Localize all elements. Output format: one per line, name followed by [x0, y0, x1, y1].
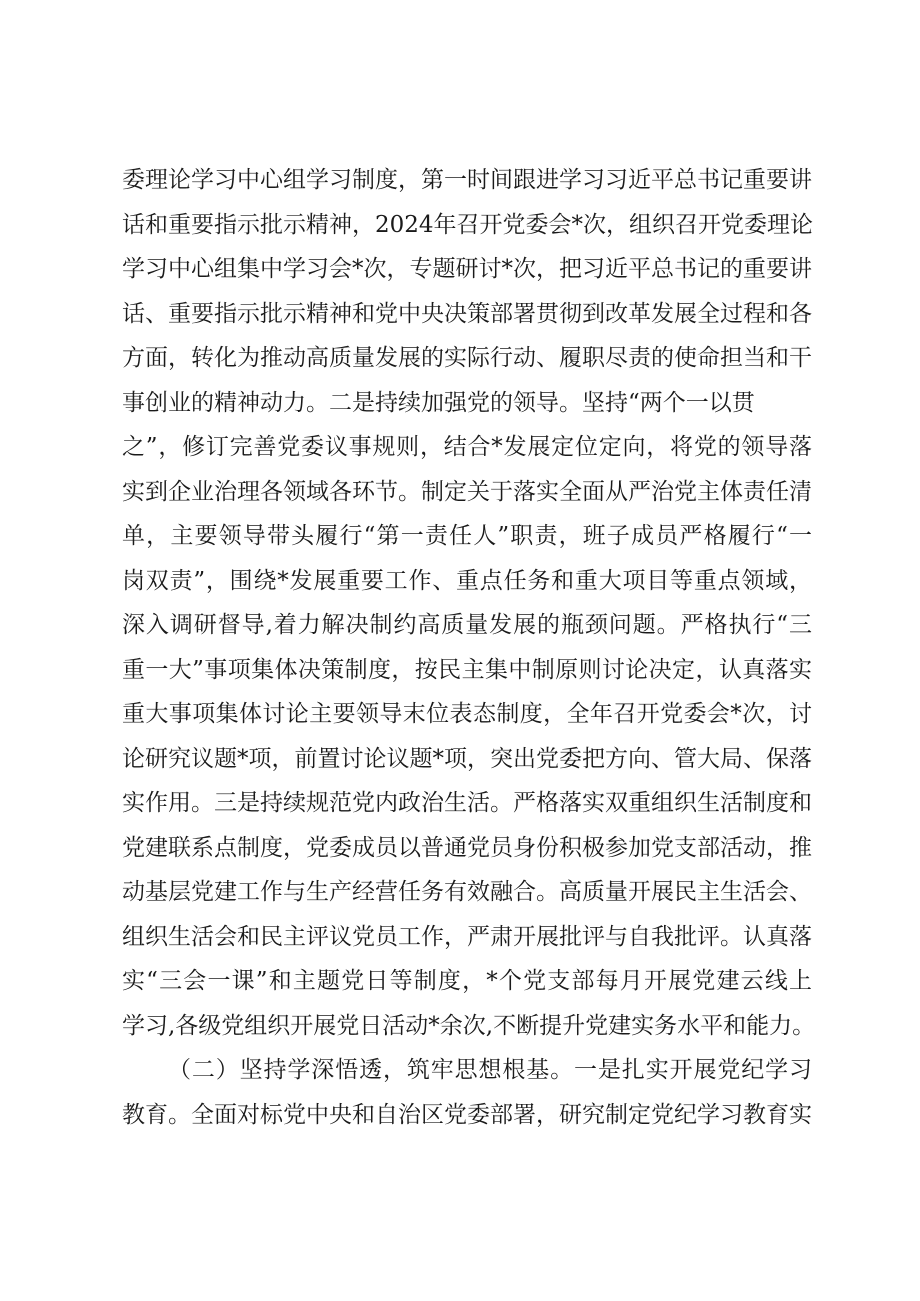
text-line: 岗双责”，围绕*发展重要工作、重点任务和重大项目等重点领域， — [122, 567, 812, 594]
text-line: 深入调研督导,着力解决制约高质量发展的瓶颈问题。严格执行“三 — [122, 612, 812, 638]
text-line: 学习中心组集中学习会*次，专题研讨*次，把习近平总书记的重要讲 — [122, 256, 812, 282]
section-heading-line: （二）坚持学深悟透，筑牢思想根基。一是扎实开展党纪学习 — [168, 1057, 812, 1083]
text-line: 论研究议题*项，前置讨论议题*项，突出党委把方向、管大局、保落 — [122, 745, 812, 772]
text-line: 实作用。三是持续规范党内政治生活。严格落实双重组织生活制度和 — [122, 790, 812, 816]
text-line: 动基层党建工作与生产经营任务有效融合。高质量开展民主生活会、 — [122, 879, 812, 905]
text-line: 方面，转化为推动高质量发展的实际行动、履职尽责的使命担当和干 — [122, 345, 812, 371]
text-line: 实“三会一课”和主题党日等制度，*个党支部每月开展党建云线上 — [122, 968, 812, 994]
text-line: 重一大”事项集体决策制度，按民主集中制原则讨论决定，认真落实 — [122, 656, 812, 683]
text-line: 事创业的精神动力。二是持续加强党的领导。坚持“两个一以贯 — [122, 389, 755, 416]
text-line: 单，主要领导带头履行“第一责任人”职责，班子成员严格履行“一 — [122, 523, 812, 549]
text-line: 话、重要指示批示精神和党中央决策部署贯彻到改革发展全过程和各 — [122, 300, 812, 327]
text-line: 学习,各级党组织开展党日活动*余次,不断提升党建实务水平和能力。 — [122, 1012, 816, 1039]
text-line: 教育。全面对标党中央和自治区党委部署，研究制定党纪学习教育实 — [122, 1101, 812, 1128]
text-line: 话和重要指示批示精神，2024年召开党委会*次，组织召开党委理论 — [122, 211, 814, 238]
text-line: 之”，修订完善党委议事规则，结合*发展定位定向，将党的领导落 — [122, 434, 812, 460]
text-line: 党建联系点制度，党委成员以普通党员身份积极参加党支部活动，推 — [122, 834, 812, 861]
text-line: 实到企业治理各领域各环节。制定关于落实全面从严治党主体责任清 — [122, 478, 812, 505]
text-line: 组织生活会和民主评议党员工作，严肃开展批评与自我批评。认真落 — [122, 923, 812, 950]
text-line: 委理论学习中心组学习制度，第一时间跟进学习习近平总书记重要讲 — [122, 167, 812, 193]
body-text — [122, 158, 816, 1137]
text-line: 重大事项集体讨论主要领导末位表态制度，全年召开党委会*次，讨 — [122, 701, 812, 727]
